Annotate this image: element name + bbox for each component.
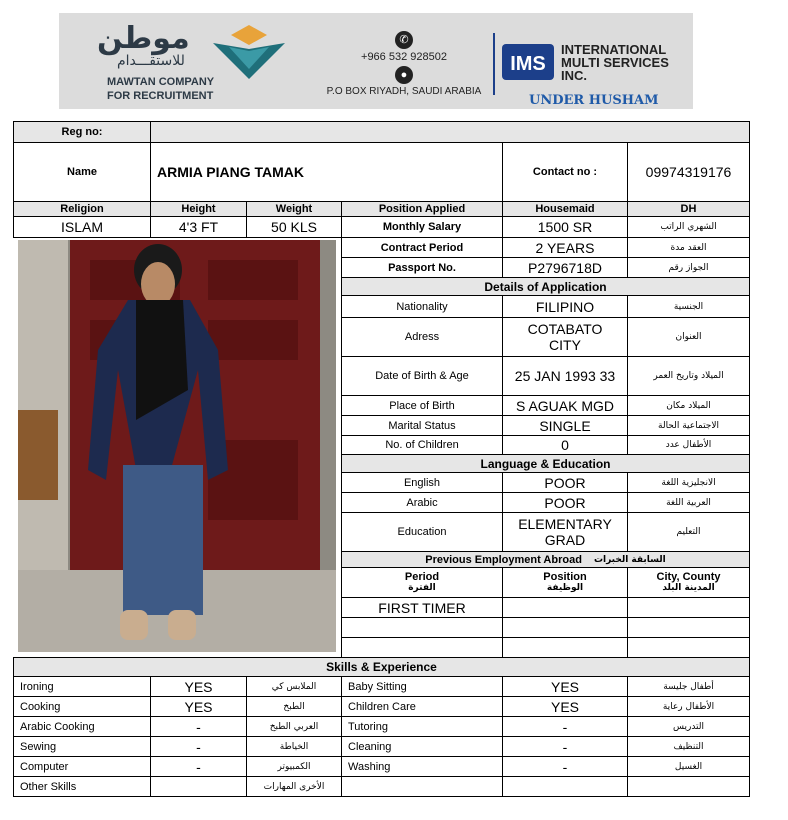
- skill-left-value: YES: [150, 696, 247, 717]
- header-religion: Religion: [13, 201, 151, 217]
- detail-label: Nationality: [341, 295, 503, 318]
- skill-right-label: Tutoring: [341, 716, 503, 737]
- detail-label: Adress: [341, 317, 503, 357]
- employment-cell: [502, 597, 628, 618]
- skill-left-label: Other Skills: [13, 776, 151, 797]
- skill-left-value: YES: [150, 676, 247, 697]
- header-height: Height: [150, 201, 247, 217]
- skills-title: Skills & Experience: [13, 657, 750, 677]
- employment-header-ar: الفترة: [408, 582, 436, 593]
- address: P.O BOX RIYADH, SAUDI ARABIA: [326, 86, 482, 97]
- header-housemaid: Housemaid: [502, 201, 628, 217]
- skill-right-ar: التنظيف: [627, 736, 750, 757]
- language-value: POOR: [502, 492, 628, 513]
- skill-right-value: -: [502, 716, 628, 737]
- detail-label: No. of Children: [341, 435, 503, 455]
- employment-cell: [502, 637, 628, 658]
- skill-right-label: Washing: [341, 756, 503, 777]
- applicant-photo: [18, 240, 336, 652]
- detail-value: FILIPINO: [502, 295, 628, 318]
- education-value: ELEMENTARY GRAD: [502, 512, 628, 552]
- skill-right-value: -: [502, 756, 628, 777]
- monthly-salary-label: Monthly Salary: [341, 216, 503, 238]
- skill-right-ar: الغسيل: [627, 756, 750, 777]
- skill-right-label: [341, 776, 503, 797]
- employment-cell: [627, 617, 750, 638]
- employment-header-en: City, County: [656, 570, 721, 583]
- skill-right-ar: [627, 776, 750, 797]
- education-label: Education: [341, 512, 503, 552]
- skill-right-value: YES: [502, 696, 628, 717]
- language-label: Arabic: [341, 492, 503, 513]
- skill-right-ar: التدريس: [627, 716, 750, 737]
- employment-title: [341, 551, 750, 568]
- skill-left-label: Computer: [13, 756, 151, 777]
- skill-left-label: Arabic Cooking: [13, 716, 151, 737]
- skill-right-ar: الأطفال رعاية: [627, 696, 750, 717]
- detail-label: Date of Birth & Age: [341, 356, 503, 396]
- language-label: English: [341, 472, 503, 493]
- language-arabic: الانجليزية اللغة: [627, 472, 750, 493]
- reg-no-value: [150, 121, 750, 143]
- under-husham-label: UNDER HUSHAM: [529, 93, 659, 108]
- passport-label: Passport No.: [341, 257, 503, 278]
- skill-right-label: Baby Sitting: [341, 676, 503, 697]
- detail-arabic: الميلاد وتاريخ العمر: [627, 356, 750, 396]
- employment-header-position: [502, 567, 628, 598]
- detail-arabic: الاجتماعية الحالة: [627, 415, 750, 436]
- phone-number: +966 532 928502: [361, 51, 447, 63]
- employment-cell: [341, 637, 503, 658]
- language-value: POOR: [502, 472, 628, 493]
- skill-left-ar: الكمبيوتر: [246, 756, 342, 777]
- passport-arabic: الجواز رقم: [627, 257, 750, 278]
- detail-value: 25 JAN 1993 33: [502, 356, 628, 396]
- name-label: Name: [13, 142, 151, 202]
- header-dh: DH: [627, 201, 750, 217]
- detail-value: S AGUAK MGD: [502, 395, 628, 416]
- skill-left-ar: الطبخ: [246, 696, 342, 717]
- header-position-applied: Position Applied: [341, 201, 503, 217]
- detail-value: 0: [502, 435, 628, 455]
- detail-arabic: الأطفال عدد: [627, 435, 750, 455]
- passport-value: P2796718D: [502, 257, 628, 278]
- ims-logo-icon: [500, 40, 556, 84]
- svg-text:IMS: IMS: [510, 53, 546, 75]
- details-title: Details of Application: [341, 277, 750, 296]
- skill-left-ar: الأخرى المهارات: [246, 776, 342, 797]
- contract-period-label: Contract Period: [341, 237, 503, 258]
- phone-icon: ✆: [395, 31, 413, 49]
- skill-right-value: -: [502, 736, 628, 757]
- location-pin-icon: ●: [395, 66, 413, 84]
- skill-left-ar: العربي الطبخ: [246, 716, 342, 737]
- skill-left-value: -: [150, 736, 247, 757]
- skill-right-label: Children Care: [341, 696, 503, 717]
- skill-left-label: Cooking: [13, 696, 151, 717]
- name-value: ARMIA PIANG TAMAK: [150, 142, 503, 202]
- skill-left-value: -: [150, 716, 247, 737]
- banner-divider: [493, 33, 495, 95]
- skill-right-value: [502, 776, 628, 797]
- employment-header-city: [627, 567, 750, 598]
- contract-period-value: 2 YEARS: [502, 237, 628, 258]
- detail-label: Place of Birth: [341, 395, 503, 416]
- detail-arabic: الجنسية: [627, 295, 750, 318]
- employment-header-period: [341, 567, 503, 598]
- employment-cell: FIRST TIMER: [341, 597, 503, 618]
- company-logo-arabic-sub: للاستقـــدام: [117, 53, 185, 69]
- skill-left-label: Ironing: [13, 676, 151, 697]
- skill-left-label: Sewing: [13, 736, 151, 757]
- height-value: 4'3 FT: [150, 216, 247, 238]
- detail-arabic: العنوان: [627, 317, 750, 357]
- weight-value: 50 KLS: [246, 216, 342, 238]
- employment-cell: [502, 617, 628, 638]
- skill-right-value: YES: [502, 676, 628, 697]
- company-logo-diamond-icon: [209, 21, 289, 81]
- employment-cell: [627, 637, 750, 658]
- company-name-english: MAWTAN COMPANY FOR RECRUITMENT: [107, 76, 215, 102]
- detail-arabic: الميلاد مكان: [627, 395, 750, 416]
- header-banner: [59, 13, 693, 109]
- monthly-salary-value: 1500 SR: [502, 216, 628, 238]
- detail-value: COTABATO CITY: [502, 317, 628, 357]
- employment-header-ar: المدينة البلد: [662, 582, 715, 593]
- contact-label: Contact no :: [502, 142, 628, 202]
- company-logo-arabic: موطن: [97, 21, 190, 56]
- skill-left-ar: الملابس كي: [246, 676, 342, 697]
- employment-header-en: Position: [543, 570, 587, 583]
- employment-cell: [627, 597, 750, 618]
- monthly-salary-arabic: الشهري الراتب: [627, 216, 750, 238]
- skill-right-label: Cleaning: [341, 736, 503, 757]
- religion-value: ISLAM: [13, 216, 151, 238]
- employment-cell: [341, 617, 503, 638]
- employment-header-ar: الوظيفة: [546, 582, 584, 593]
- employment-title-en: Previous Employment Abroad: [425, 553, 582, 566]
- skill-left-value: [150, 776, 247, 797]
- employment-title-arabic: السابقة الخبرات: [593, 554, 666, 565]
- employment-header-en: Period: [404, 570, 440, 583]
- education-arabic: التعليم: [627, 512, 750, 552]
- language-arabic: العربية اللغة: [627, 492, 750, 513]
- reg-no-label: Reg no:: [13, 121, 151, 143]
- header-weight: Weight: [246, 201, 342, 217]
- detail-label: Marital Status: [341, 415, 503, 436]
- detail-value: SINGLE: [502, 415, 628, 436]
- skill-left-ar: الخياطة: [246, 736, 342, 757]
- contact-value: 09974319176: [627, 142, 750, 202]
- skill-left-value: -: [150, 756, 247, 777]
- skill-right-ar: أطفال جليسة: [627, 676, 750, 697]
- contact-block: [319, 31, 489, 97]
- contract-period-arabic: العقد مدة: [627, 237, 750, 258]
- partner-company-name: INTERNATIONAL MULTI SERVICES INC.: [561, 42, 669, 83]
- language-title: Language & Education: [341, 454, 750, 473]
